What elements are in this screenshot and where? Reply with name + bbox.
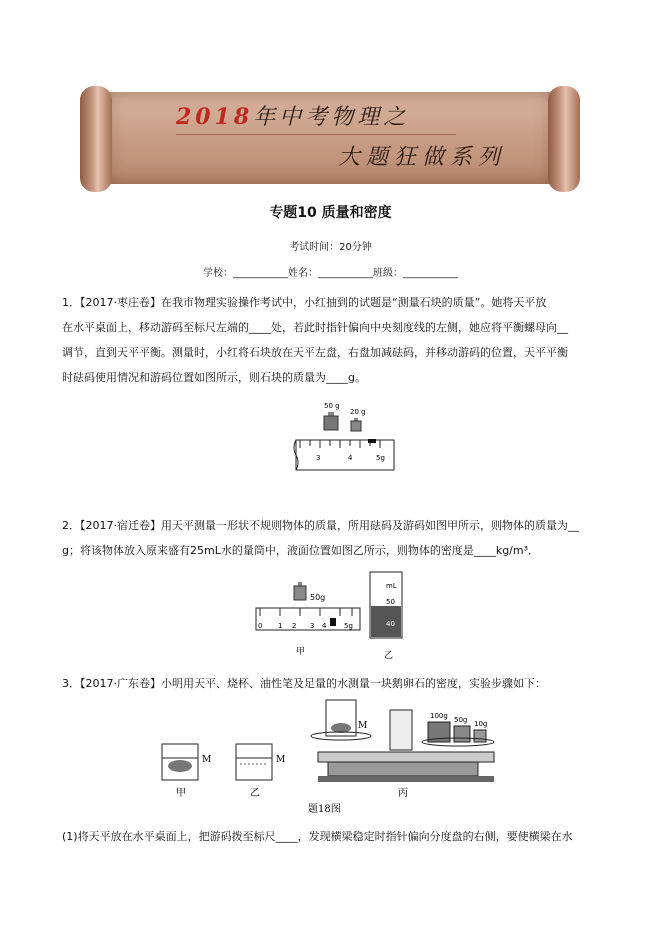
q1-rider [368,439,376,443]
q1-tick-5g: 5g [376,454,385,462]
q3-weight-10g-label: 10g [474,720,488,728]
q2-tick-1: 1 [278,622,283,630]
q3-balance-foot [318,776,494,782]
header-banner [80,86,580,192]
question-3-step-1: (1)将天平放在水平桌面上，把游码拨至标尺____，发现横梁稳定时指针偏向分度盘的右侧，要使横梁在水 [62,830,573,843]
banner-year: 2018 [176,104,254,130]
question-3 [62,671,602,696]
q3-weight-50g [454,726,470,742]
q2-weight-icon [294,586,306,600]
q3-beaker-yi [236,744,272,780]
q3-weight-100g-label: 100g [430,712,448,720]
page-title: 专题10 质量和密度 [269,205,392,221]
q3-balance-pointer-scale [390,710,412,750]
q2-figure [252,568,422,660]
q1-line-1: 1．【2017·枣庄卷】在我市物理实验操作考试中，小红抽到的试题是“测量石块的质量”。她将天平放 [62,296,547,309]
q1-tick-3: 3 [316,454,321,462]
q1-weight1-icon [324,416,338,430]
q1-line-4: 时砝码使用情况和游码位置如图所示，则石块的质量为____g。 [62,371,366,384]
banner-title-line1 [176,100,409,131]
q2-tick-0: 0 [258,622,263,630]
q3-label-m1: M [202,755,212,765]
q1-tick-4: 4 [348,454,353,462]
q3-balance-base [328,762,478,776]
banner-divider [176,134,456,135]
q2-label-yi: 乙 [384,651,394,660]
q1-weight2-icon [351,421,361,431]
q2-line-1: 2．【2017·宿迁卷】用天平测量一形状不规则物体的质量，所用砝码及游码如图甲所示，则物体的质量为__ [62,519,579,532]
q3-figure-caption: 题18图 [308,804,341,815]
q3-label-m2: M [276,755,286,765]
q3-weight-50g-label: 50g [454,716,468,724]
q2-cyl-50: 50 [386,598,395,606]
q2-tick-2: 2 [292,622,297,630]
q2-label-jia: 甲 [296,647,306,657]
q3-label-yi: 乙 [250,788,260,799]
q2-cyl-unit: mL [386,582,397,590]
question-1 [62,290,602,390]
q3-balance-beam [318,752,494,762]
q3-weight-10g [474,730,486,742]
scroll-roll-right [548,86,580,192]
scroll-roll-left [80,86,112,192]
q2-cyl-40: 40 [386,620,395,628]
q3-pebble-jia [168,760,192,772]
exam-time: 考试时间：20分钟 [289,242,372,253]
q1-weight1-label: 50 g [324,402,340,410]
q3-label-bing: 丙 [398,788,408,799]
q3-figure [158,696,510,818]
student-info-line: 学校：___________姓名：___________班级：___________ [203,268,458,279]
q2-tick-4: 4 [322,622,327,630]
q1-balance-figure [290,398,400,482]
q3-line-1: 3．【2017·广东卷】小明用天平、烧杯、油性笔及足量的水测量一块鹅卵石的密度，实验步骤如下： [62,677,546,690]
banner-title-line2: 大题狂做系列 [338,145,507,170]
q1-line-2: 在水平桌面上，移动游码至标尺左端的____处，若此时指针偏向中央刻度线的左侧，她应将平衡螺母向__ [62,321,568,334]
q1-weight2-label: 20 g [350,408,366,416]
q2-tick-5g: 5g [344,622,353,630]
q2-weight-label: 50g [310,593,326,602]
q2-rider [330,618,336,626]
q3-label-jia: 甲 [176,788,186,799]
banner-title-rest: 年中考物理之 [253,105,410,130]
q1-line-3: 调节，直到天平平衡。测量时，小红将石块放在天平左盘，右盘加减砝码，并移动游码的位置，天平平衡 [62,346,568,359]
q2-line-2: g；将该物体放入原来盛有25mL水的量筒中，液面位置如图乙所示，则物体的密度是____kg/m³． [62,544,540,557]
q2-tick-3: 3 [310,622,315,630]
question-2 [62,513,602,563]
q3-label-m3: M [358,721,368,731]
q1-weight1-handle [328,412,334,416]
